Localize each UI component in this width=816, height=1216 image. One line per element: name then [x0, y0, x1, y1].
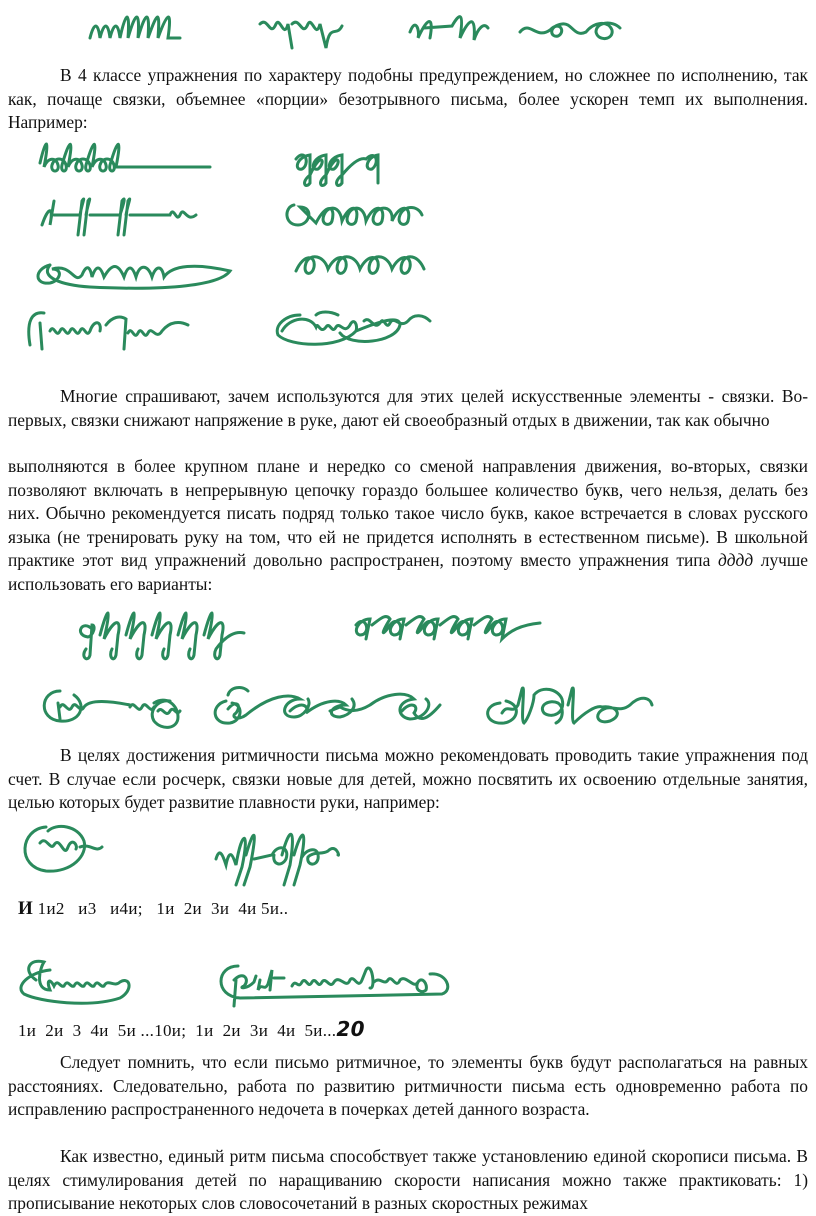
count-line-2: [18, 1017, 365, 1041]
paragraph-5: Как известно, единый ритм письма способствует также установлению единой скорописи письма. В целях стимулирования детей по наращиванию скорости написания можно также практиковать: 1) прописывание некоторых слов словосочетаний в разных скоростных режимах: [8, 1146, 808, 1213]
count-line-2-number: 20: [336, 1017, 365, 1041]
count-line-1-text: 1и2 и3 и4и; 1и 2и 3и 4и 5и..: [37, 899, 289, 918]
handwriting-exercise-block-1: [20, 135, 460, 365]
count-line-2-text: 1и 2и 3 4и 5и ...10и; 1и 2и 3и 4и 5и...: [18, 1021, 337, 1040]
example-letters: дддд: [717, 550, 754, 570]
paragraph-3: В целях достижения ритмичности письма можно рекомендовать проводить такие упражнения под счет. В случае если росчерк, связки новые для детей, можно посвятить их освоению отдельные занятия, целью которых будет развитие плавности руки, например:: [8, 745, 808, 812]
count-line-1-start: И: [18, 898, 34, 919]
paragraph-2b: выполняются в более крупном плане и нередко со сменой направления движения, во-вторых, связки позволяют включать в непрерывную цепочку гораздо большее количество букв, чего нельзя, делать без них. Обычно рекомендуется писать подряд только такое число букв, какое встречается в словах русского языка (не тренировать руку на том, что ей не придется исполнять в естественном письме). В школьной практике этот вид упражнений довольно распространен, поэтому вместо упражнения типа дддд лучше использовать его варианты:: [8, 456, 808, 594]
paragraph-1: В 4 классе упражнения по характеру подобны предупреждением, но сложнее по исполнению, так как, почаще связки, объемнее «порции» безотрывного письма, более ускорен темп их выполнения. Например:: [8, 65, 808, 132]
handwriting-rhythm-examples-1: [10, 815, 370, 895]
paragraph-2a: Многие спрашивают, зачем используются для этих целей искусственные элементы - связки. Во-первых, связки снижают напряжение в руке, дают ей своеобразный отдых в движении, так как обычно: [8, 386, 808, 430]
handwriting-exercise-block-2: [30, 595, 750, 745]
handwriting-rhythm-examples-2: [10, 950, 460, 1020]
paragraph-4: Следует помнить, что если письмо ритмичное, то элементы букв будут располагаться на равных расстояниях. Следовательно, работа по развитию ритмичности письма есть одновременно работа по исправлению распространенного недочета в почерках детей данного возраста.: [8, 1052, 808, 1119]
handwriting-top-line: [80, 2, 650, 52]
count-line-1: [18, 898, 288, 920]
